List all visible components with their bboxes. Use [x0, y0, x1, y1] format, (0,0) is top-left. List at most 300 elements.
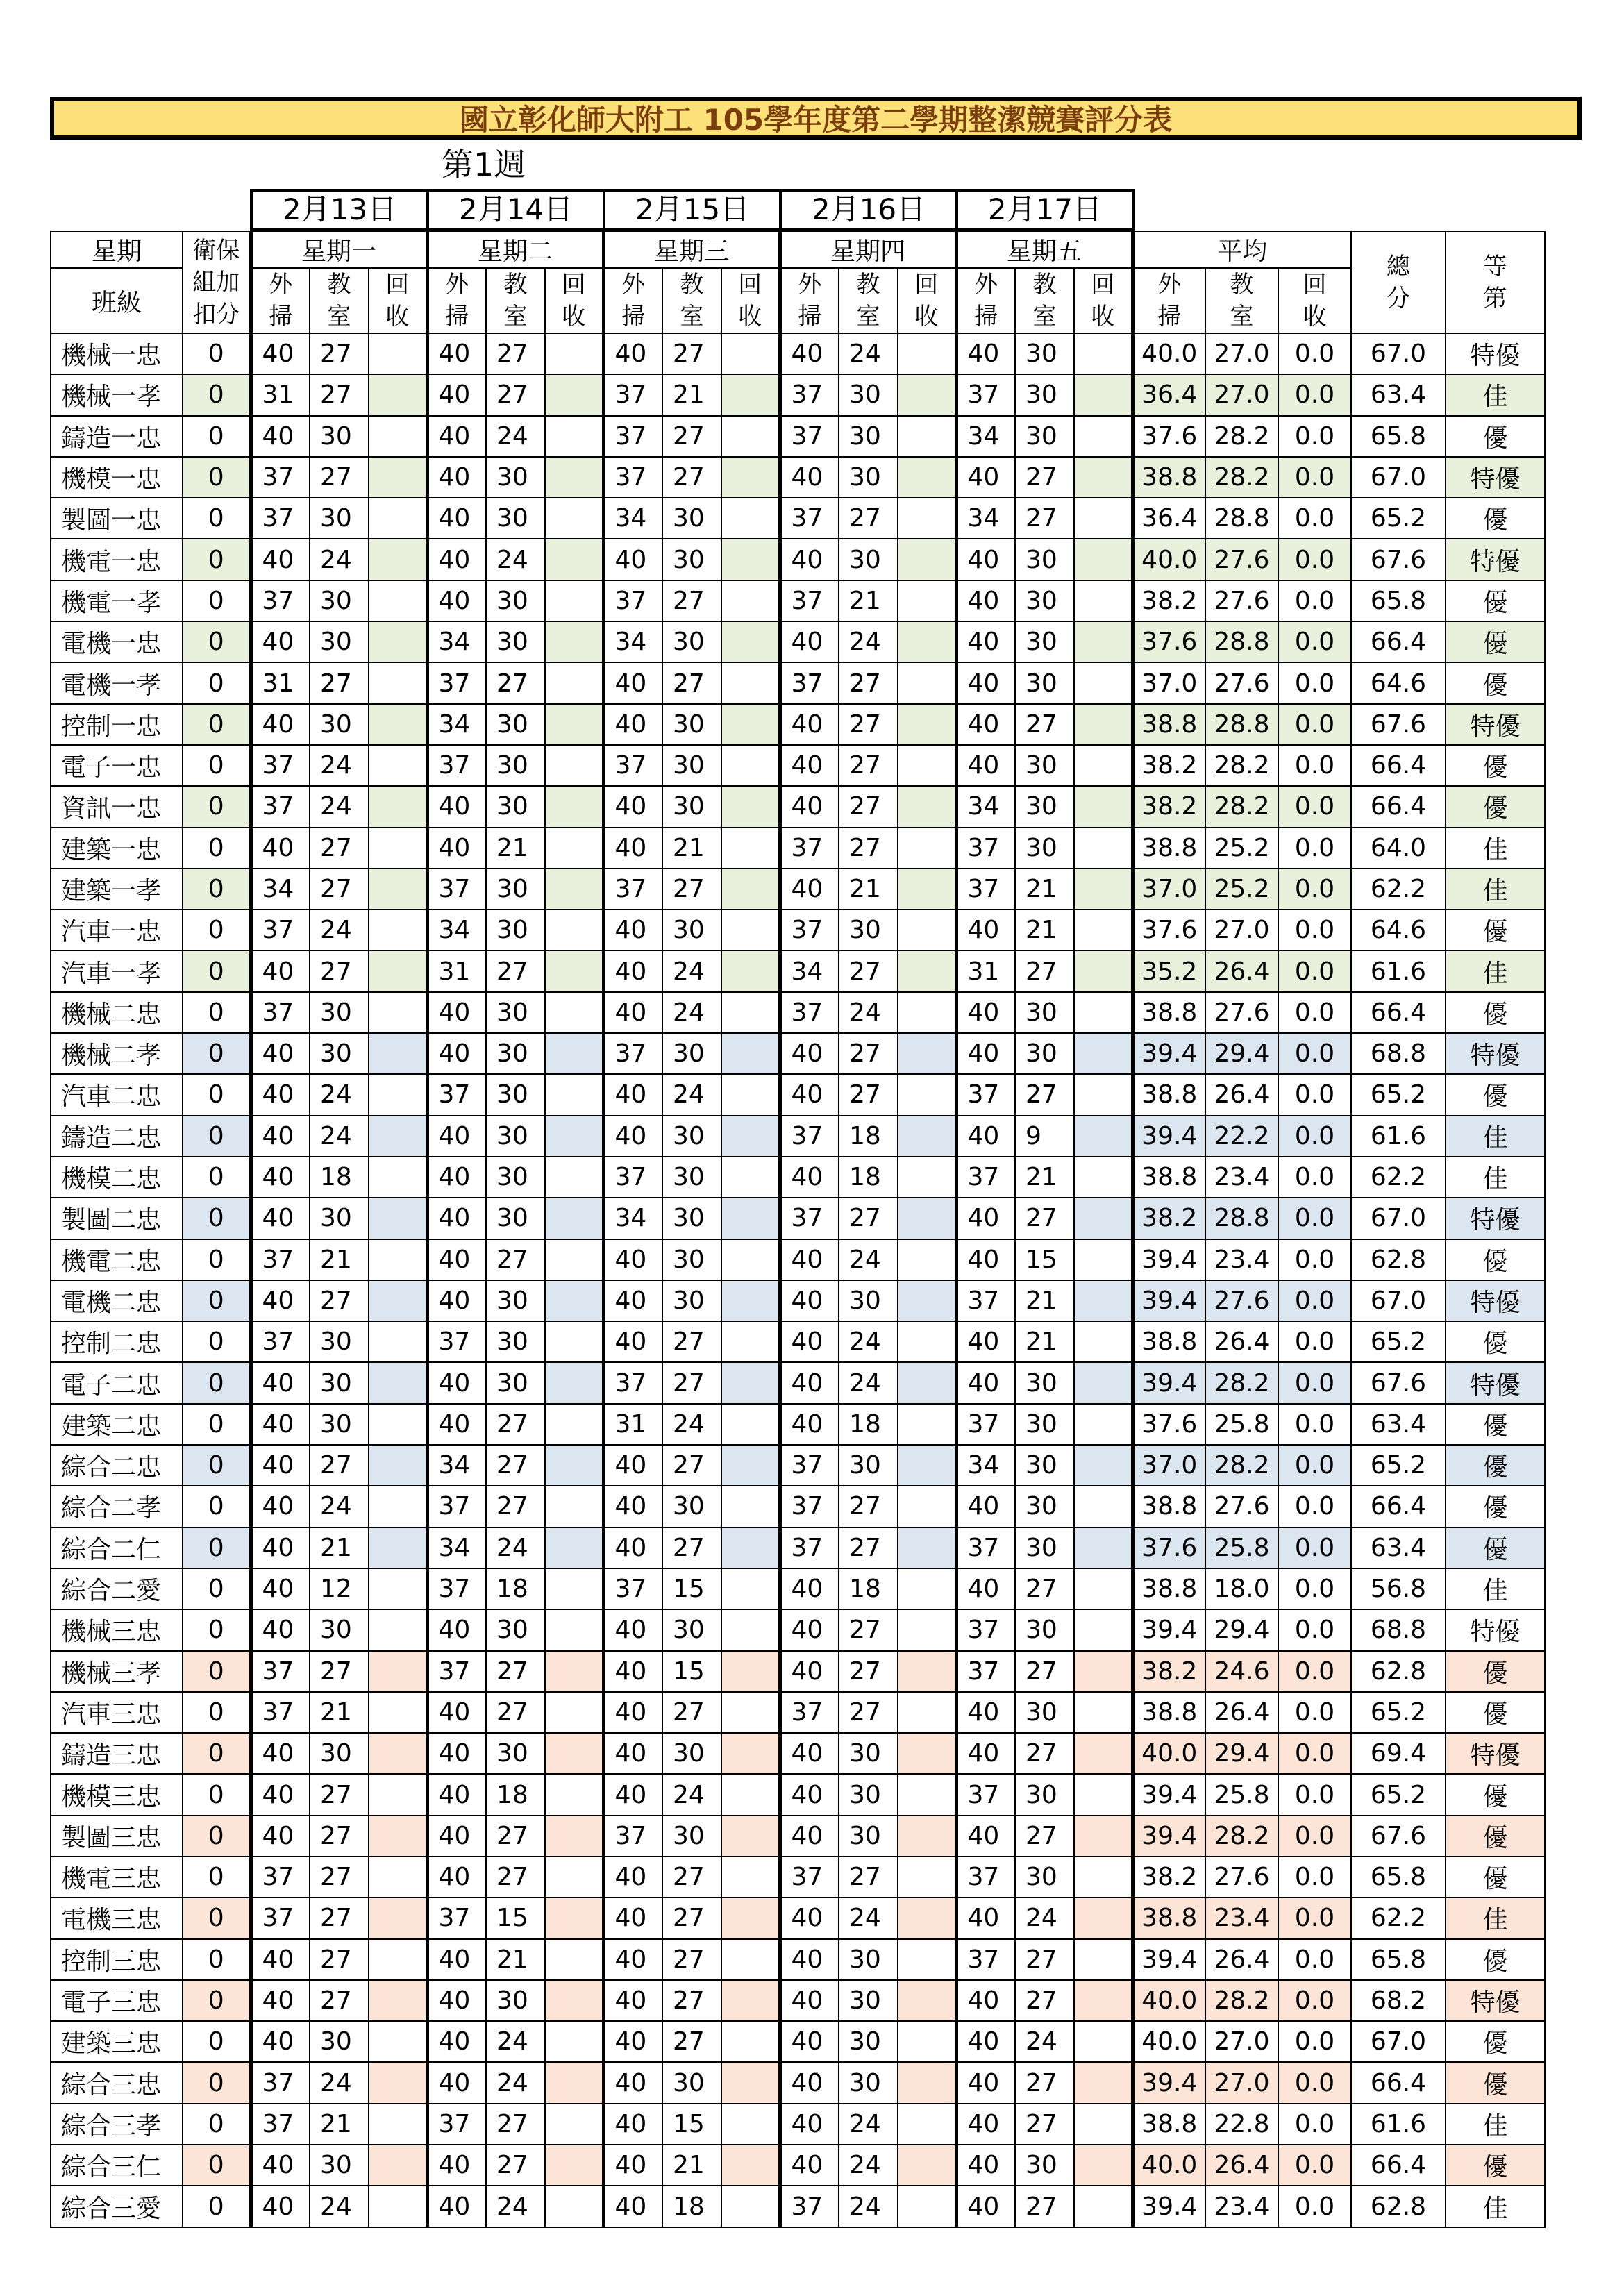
total-cell: 62.8 — [1351, 2186, 1446, 2227]
table-row — [51, 1527, 1545, 1568]
score-cell — [1074, 1980, 1132, 2021]
score-cell — [898, 1321, 956, 1362]
score-cell: 31 — [251, 662, 310, 703]
score-cell: 40 — [251, 1609, 310, 1650]
score-cell — [721, 333, 780, 374]
average-cell: 0.0 — [1278, 1198, 1351, 1239]
score-cell: 30 — [662, 786, 721, 827]
score-cell: 40 — [427, 1362, 486, 1403]
score-cell: 27 — [310, 869, 369, 910]
table-row — [51, 1568, 1545, 1609]
average-cell: 0.0 — [1278, 704, 1351, 745]
grade-cell: 佳 — [1446, 869, 1545, 910]
grade-cell: 優 — [1446, 1816, 1545, 1857]
score-cell: 27 — [839, 704, 898, 745]
score-cell: 27 — [839, 498, 898, 539]
score-cell — [898, 1074, 956, 1115]
total-cell: 65.8 — [1351, 416, 1446, 457]
score-cell: 40 — [956, 2186, 1015, 2227]
score-cell: 40 — [427, 1980, 486, 2021]
class-name-cell: 機械二忠 — [51, 992, 183, 1033]
average-cell: 27.0 — [1205, 333, 1278, 374]
average-cell: 37.6 — [1132, 1404, 1205, 1445]
total-cell: 65.2 — [1351, 1074, 1446, 1115]
score-cell: 24 — [839, 2186, 898, 2227]
score-cell: 27 — [839, 1527, 898, 1568]
score-cell — [898, 2021, 956, 2062]
score-cell: 34 — [251, 869, 310, 910]
score-cell — [721, 1527, 780, 1568]
score-cell: 37 — [251, 2062, 310, 2103]
score-cell — [1074, 416, 1132, 457]
grade-cell: 佳 — [1446, 828, 1545, 869]
score-cell — [898, 1404, 956, 1445]
score-cell — [545, 1486, 603, 1527]
average-cell: 26.4 — [1205, 1939, 1278, 1980]
score-cell: 37 — [427, 1321, 486, 1362]
score-cell: 21 — [486, 1939, 545, 1980]
class-name-cell: 機械二孝 — [51, 1033, 183, 1074]
score-cell: 24 — [839, 1897, 898, 1938]
table-row — [51, 704, 1545, 745]
score-cell: 40 — [603, 704, 662, 745]
score-cell: 27 — [839, 745, 898, 786]
score-cell — [545, 1774, 603, 1815]
score-cell: 27 — [310, 374, 369, 415]
score-cell — [898, 1774, 956, 1815]
score-cell — [898, 950, 956, 991]
score-cell: 27 — [662, 1527, 721, 1568]
score-cell — [721, 539, 780, 580]
total-cell: 66.4 — [1351, 992, 1446, 1033]
score-cell: 37 — [427, 662, 486, 703]
score-cell: 37 — [780, 992, 839, 1033]
score-cell: 27 — [662, 1321, 721, 1362]
score-cell: 27 — [1015, 1074, 1074, 1115]
score-cell: 27 — [1015, 1568, 1074, 1609]
score-cell: 40 — [251, 950, 310, 991]
score-cell: 34 — [956, 786, 1015, 827]
score-cell: 21 — [1015, 1280, 1074, 1321]
score-cell — [1074, 1897, 1132, 1938]
score-cell — [369, 1980, 427, 2021]
score-cell — [898, 869, 956, 910]
score-cell: 27 — [310, 950, 369, 991]
score-cell: 40 — [603, 1609, 662, 1650]
average-cell: 27.6 — [1205, 1280, 1278, 1321]
table-row — [51, 580, 1545, 621]
score-cell — [369, 1651, 427, 1692]
adjustment-cell: 0 — [183, 1527, 251, 1568]
score-cell — [898, 1692, 956, 1733]
score-cell — [898, 621, 956, 662]
score-cell: 24 — [486, 1527, 545, 1568]
score-cell — [1074, 2021, 1132, 2062]
day-header: 星期二 — [427, 231, 603, 268]
score-cell: 27 — [310, 1939, 369, 1980]
average-cell: 0.0 — [1278, 1527, 1351, 1568]
date-cell: 2月15日 — [604, 190, 780, 229]
score-cell — [721, 2062, 780, 2103]
total-cell: 61.6 — [1351, 1116, 1446, 1157]
score-cell — [545, 1404, 603, 1445]
average-cell: 0.0 — [1278, 1116, 1351, 1157]
table-row — [51, 1198, 1545, 1239]
score-cell: 27 — [662, 2021, 721, 2062]
score-cell: 21 — [662, 828, 721, 869]
score-cell: 40 — [427, 2021, 486, 2062]
score-cell: 21 — [310, 1527, 369, 1568]
score-cell: 40 — [427, 786, 486, 827]
score-cell — [369, 1527, 427, 1568]
score-cell: 40 — [251, 1074, 310, 1115]
score-cell: 12 — [310, 1568, 369, 1609]
score-cell: 40 — [427, 1939, 486, 1980]
score-cell: 34 — [427, 621, 486, 662]
adjustment-cell: 0 — [183, 1033, 251, 1074]
adjustment-cell: 0 — [183, 2062, 251, 2103]
score-cell — [898, 1939, 956, 1980]
class-name-cell: 製圖三忠 — [51, 1816, 183, 1857]
score-cell: 37 — [603, 1816, 662, 1857]
average-cell: 38.8 — [1132, 1321, 1205, 1362]
score-cell — [545, 2104, 603, 2145]
score-cell — [545, 1733, 603, 1774]
score-cell: 24 — [486, 539, 545, 580]
adjustment-cell: 0 — [183, 1280, 251, 1321]
total-cell: 67.6 — [1351, 1362, 1446, 1403]
score-cell — [898, 1362, 956, 1403]
score-cell: 40 — [780, 333, 839, 374]
score-cell: 40 — [251, 1404, 310, 1445]
score-cell: 40 — [780, 786, 839, 827]
score-cell: 40 — [956, 621, 1015, 662]
table-row — [51, 2145, 1545, 2186]
adjustment-cell: 0 — [183, 333, 251, 374]
score-cell — [1074, 580, 1132, 621]
grade-cell: 佳 — [1446, 2186, 1545, 2227]
score-cell: 21 — [310, 1692, 369, 1733]
score-cell — [1074, 1733, 1132, 1774]
score-cell: 30 — [486, 1198, 545, 1239]
score-cell: 40 — [603, 1321, 662, 1362]
score-cell — [1074, 374, 1132, 415]
score-cell: 40 — [956, 745, 1015, 786]
score-cell: 27 — [486, 1816, 545, 1857]
score-cell — [545, 1116, 603, 1157]
score-cell: 34 — [427, 1445, 486, 1486]
score-cell: 40 — [603, 1733, 662, 1774]
score-cell — [545, 2145, 603, 2186]
class-name-cell: 機械三孝 — [51, 1651, 183, 1692]
adjustment-cell: 0 — [183, 1816, 251, 1857]
score-cell: 27 — [486, 1239, 545, 1280]
score-cell: 40 — [251, 539, 310, 580]
adjustment-cell: 0 — [183, 1568, 251, 1609]
adjustment-cell: 0 — [183, 1445, 251, 1486]
score-cell: 40 — [956, 2145, 1015, 2186]
average-cell: 37.6 — [1132, 910, 1205, 950]
score-cell: 40 — [780, 1404, 839, 1445]
score-cell: 24 — [486, 416, 545, 457]
score-cell: 24 — [839, 2104, 898, 2145]
score-cell: 40 — [603, 950, 662, 991]
grade-cell: 優 — [1446, 1321, 1545, 1362]
score-cell: 18 — [486, 1568, 545, 1609]
average-cell: 0.0 — [1278, 1733, 1351, 1774]
class-name-cell: 機電一孝 — [51, 580, 183, 621]
score-cell: 24 — [310, 2062, 369, 2103]
score-cell: 37 — [251, 1692, 310, 1733]
score-cell: 27 — [1015, 2104, 1074, 2145]
score-cell: 34 — [603, 621, 662, 662]
score-cell: 37 — [780, 828, 839, 869]
class-header: 班級 — [51, 268, 183, 333]
score-cell — [545, 1239, 603, 1280]
score-cell: 27 — [486, 2104, 545, 2145]
grade-cell: 優 — [1446, 786, 1545, 827]
score-cell: 40 — [780, 1157, 839, 1198]
average-cell: 38.8 — [1132, 704, 1205, 745]
score-cell: 18 — [839, 1404, 898, 1445]
table-row — [51, 1939, 1545, 1980]
class-name-cell: 機模一忠 — [51, 457, 183, 498]
average-cell: 37.0 — [1132, 662, 1205, 703]
score-cell — [721, 2104, 780, 2145]
score-cell: 27 — [310, 1445, 369, 1486]
score-cell: 30 — [486, 1116, 545, 1157]
score-cell: 40 — [956, 457, 1015, 498]
total-cell: 66.4 — [1351, 2062, 1446, 2103]
score-cell — [721, 910, 780, 950]
table-row — [51, 1404, 1545, 1445]
class-name-cell: 資訊一忠 — [51, 786, 183, 827]
average-cell: 27.6 — [1205, 662, 1278, 703]
score-cell — [545, 1445, 603, 1486]
score-cell: 40 — [956, 992, 1015, 1033]
score-cell — [1074, 498, 1132, 539]
score-cell: 40 — [956, 1033, 1015, 1074]
sub-header-cell: 教 室 — [662, 268, 721, 333]
score-cell: 40 — [956, 1362, 1015, 1403]
score-cell — [545, 1609, 603, 1650]
average-cell: 40.0 — [1132, 2021, 1205, 2062]
score-cell — [721, 950, 780, 991]
average-cell: 39.4 — [1132, 1362, 1205, 1403]
score-cell: 27 — [839, 828, 898, 869]
score-cell: 40 — [780, 1033, 839, 1074]
score-cell — [545, 950, 603, 991]
score-cell — [1074, 1568, 1132, 1609]
total-cell: 65.2 — [1351, 1321, 1446, 1362]
total-cell: 61.6 — [1351, 950, 1446, 991]
score-cell — [369, 1857, 427, 1897]
table-row — [51, 662, 1545, 703]
average-cell: 28.2 — [1205, 1816, 1278, 1857]
score-cell: 30 — [310, 621, 369, 662]
total-cell: 67.6 — [1351, 539, 1446, 580]
score-cell: 30 — [839, 1816, 898, 1857]
score-cell: 30 — [839, 1733, 898, 1774]
sub-header-cell: 外 掃 — [251, 268, 310, 333]
score-cell — [898, 704, 956, 745]
class-name-cell: 汽車一忠 — [51, 910, 183, 950]
score-cell: 40 — [956, 539, 1015, 580]
class-name-cell: 電子二忠 — [51, 1362, 183, 1403]
average-cell: 0.0 — [1278, 786, 1351, 827]
score-cell: 27 — [839, 1609, 898, 1650]
total-cell: 67.6 — [1351, 704, 1446, 745]
score-cell — [898, 1239, 956, 1280]
score-cell: 37 — [251, 1897, 310, 1938]
score-cell — [721, 2186, 780, 2227]
total-cell: 67.0 — [1351, 333, 1446, 374]
score-cell — [1074, 910, 1132, 950]
score-cell: 30 — [1015, 621, 1074, 662]
average-cell: 35.2 — [1132, 950, 1205, 991]
total-cell: 62.2 — [1351, 869, 1446, 910]
score-cell: 40 — [603, 2186, 662, 2227]
score-cell: 24 — [839, 333, 898, 374]
score-cell: 30 — [486, 1280, 545, 1321]
total-cell: 67.6 — [1351, 1816, 1446, 1857]
score-cell — [545, 704, 603, 745]
table-row — [51, 333, 1545, 374]
grade-cell: 優 — [1446, 1404, 1545, 1445]
score-cell — [721, 1074, 780, 1115]
grade-cell: 優 — [1446, 1486, 1545, 1527]
score-cell: 40 — [251, 1568, 310, 1609]
score-cell: 30 — [1015, 1486, 1074, 1527]
average-cell: 27.0 — [1205, 374, 1278, 415]
score-cell — [721, 2021, 780, 2062]
score-cell: 37 — [603, 745, 662, 786]
score-cell: 40 — [603, 1074, 662, 1115]
average-cell: 0.0 — [1278, 950, 1351, 991]
table-row — [51, 1816, 1545, 1857]
score-cell: 40 — [956, 2104, 1015, 2145]
score-cell — [721, 374, 780, 415]
average-cell: 23.4 — [1205, 1239, 1278, 1280]
score-cell — [898, 1445, 956, 1486]
score-cell — [369, 869, 427, 910]
score-cell: 27 — [839, 662, 898, 703]
sub-header-cell: 回 收 — [1278, 268, 1351, 333]
score-cell — [1074, 539, 1132, 580]
score-cell: 37 — [780, 1116, 839, 1157]
average-cell: 39.4 — [1132, 1816, 1205, 1857]
score-cell: 24 — [486, 2062, 545, 2103]
score-cell: 24 — [310, 910, 369, 950]
average-cell: 36.4 — [1132, 498, 1205, 539]
score-cell — [545, 1198, 603, 1239]
grade-cell: 特優 — [1446, 1733, 1545, 1774]
score-cell: 37 — [427, 1568, 486, 1609]
score-cell — [898, 2104, 956, 2145]
adjustment-cell: 0 — [183, 1321, 251, 1362]
score-cell: 21 — [1015, 869, 1074, 910]
average-cell: 27.6 — [1205, 1857, 1278, 1897]
score-cell: 30 — [486, 621, 545, 662]
score-cell: 27 — [662, 1362, 721, 1403]
score-cell — [545, 1980, 603, 2021]
score-cell — [898, 2062, 956, 2103]
score-cell: 24 — [839, 1321, 898, 1362]
average-cell: 0.0 — [1278, 1857, 1351, 1897]
adjustment-cell: 0 — [183, 1897, 251, 1938]
score-cell — [545, 580, 603, 621]
score-cell: 15 — [486, 1897, 545, 1938]
average-cell: 28.2 — [1205, 786, 1278, 827]
score-cell — [1074, 828, 1132, 869]
score-cell — [545, 374, 603, 415]
score-cell: 40 — [427, 2062, 486, 2103]
class-name-cell: 電機一忠 — [51, 621, 183, 662]
sub-header-cell: 教 室 — [310, 268, 369, 333]
average-cell: 38.8 — [1132, 1897, 1205, 1938]
sub-header-cell: 外 掃 — [1132, 268, 1205, 333]
grade-cell: 特優 — [1446, 1362, 1545, 1403]
score-cell: 40 — [603, 910, 662, 950]
score-cell: 37 — [251, 457, 310, 498]
adjustment-cell: 0 — [183, 1239, 251, 1280]
adjustment-cell: 0 — [183, 992, 251, 1033]
score-cell: 15 — [1015, 1239, 1074, 1280]
score-cell — [369, 1362, 427, 1403]
score-cell: 27 — [1015, 1198, 1074, 1239]
average-header: 平均 — [1132, 231, 1351, 268]
score-cell — [1074, 745, 1132, 786]
score-cell: 30 — [1015, 1692, 1074, 1733]
total-cell: 62.2 — [1351, 1897, 1446, 1938]
sub-header-cell: 教 室 — [839, 268, 898, 333]
grade-cell: 佳 — [1446, 950, 1545, 991]
score-cell — [898, 457, 956, 498]
score-cell: 37 — [603, 416, 662, 457]
score-cell — [1074, 1321, 1132, 1362]
score-cell — [1074, 1692, 1132, 1733]
score-cell — [369, 1733, 427, 1774]
score-cell: 30 — [486, 457, 545, 498]
score-cell — [1074, 1239, 1132, 1280]
score-cell: 37 — [603, 1033, 662, 1074]
average-cell: 25.8 — [1205, 1527, 1278, 1568]
average-cell: 0.0 — [1278, 457, 1351, 498]
score-cell: 40 — [780, 2104, 839, 2145]
score-cell: 40 — [780, 1362, 839, 1403]
score-cell: 40 — [780, 2062, 839, 2103]
table-row — [51, 869, 1545, 910]
average-cell: 39.4 — [1132, 1609, 1205, 1650]
score-cell — [721, 1980, 780, 2021]
adjustment-cell: 0 — [183, 539, 251, 580]
score-cell — [898, 416, 956, 457]
total-cell: 64.0 — [1351, 828, 1446, 869]
average-cell: 29.4 — [1205, 1033, 1278, 1074]
adjustment-cell: 0 — [183, 1198, 251, 1239]
score-cell: 37 — [251, 580, 310, 621]
score-cell: 40 — [427, 1280, 486, 1321]
score-cell — [545, 498, 603, 539]
score-cell: 40 — [427, 1404, 486, 1445]
average-cell: 0.0 — [1278, 1897, 1351, 1938]
score-cell: 37 — [956, 1280, 1015, 1321]
score-cell: 24 — [839, 621, 898, 662]
score-cell: 37 — [780, 374, 839, 415]
score-cell: 30 — [1015, 416, 1074, 457]
score-cell — [369, 662, 427, 703]
score-cell: 37 — [427, 2104, 486, 2145]
